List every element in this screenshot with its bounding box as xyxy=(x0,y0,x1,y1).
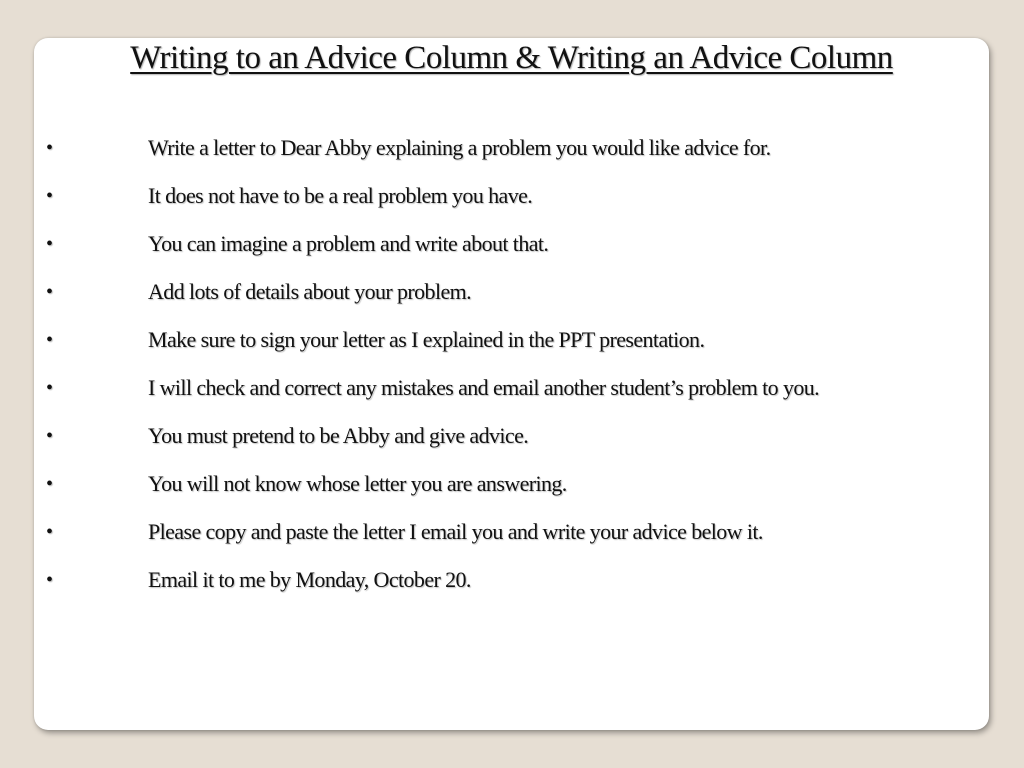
bullet-text: You must pretend to be Abby and give advice. xyxy=(148,423,529,448)
bullet-text: Email it to me by Monday, October 20. xyxy=(148,567,471,592)
bullet-item xyxy=(34,508,989,556)
bullet-item xyxy=(34,460,989,508)
bullet-dot-icon: • xyxy=(46,377,53,399)
bullet-text: You can imagine a problem and write about that. xyxy=(148,231,549,256)
bullet-dot-icon: • xyxy=(46,425,53,447)
slide-panel xyxy=(34,38,989,730)
bullet-item xyxy=(34,124,989,172)
bullet-item xyxy=(34,412,989,460)
bullet-item xyxy=(34,316,989,364)
bullet-text: Please copy and paste the letter I email you and write your advice below it. xyxy=(148,519,763,544)
bullet-dot-icon: • xyxy=(46,185,53,207)
bullet-item xyxy=(34,172,989,220)
bullet-text: Make sure to sign your letter as I explained in the PPT presentation. xyxy=(148,327,705,352)
slide-title: Writing to an Advice Column & Writing an Advice Column xyxy=(130,40,893,76)
bullet-text: Add lots of details about your problem. xyxy=(148,279,472,304)
bullet-dot-icon: • xyxy=(46,233,53,255)
bullet-item xyxy=(34,220,989,268)
bullet-dot-icon: • xyxy=(46,569,53,591)
bullet-dot-icon: • xyxy=(46,329,53,351)
bullet-text: You will not know whose letter you are answering. xyxy=(148,471,567,496)
bullet-text: I will check and correct any mistakes and email another student’s problem to you. xyxy=(148,375,820,400)
bullet-item xyxy=(34,364,989,412)
bullet-item xyxy=(34,268,989,316)
bullet-text: Write a letter to Dear Abby explaining a problem you would like advice for. xyxy=(148,135,771,160)
bullet-dot-icon: • xyxy=(46,473,53,495)
bullet-item xyxy=(34,556,989,604)
bullet-dot-icon: • xyxy=(46,521,53,543)
bullet-list xyxy=(34,124,989,604)
bullet-dot-icon: • xyxy=(46,281,53,303)
bullet-dot-icon: • xyxy=(46,137,53,159)
bullet-text: It does not have to be a real problem you have. xyxy=(148,183,533,208)
